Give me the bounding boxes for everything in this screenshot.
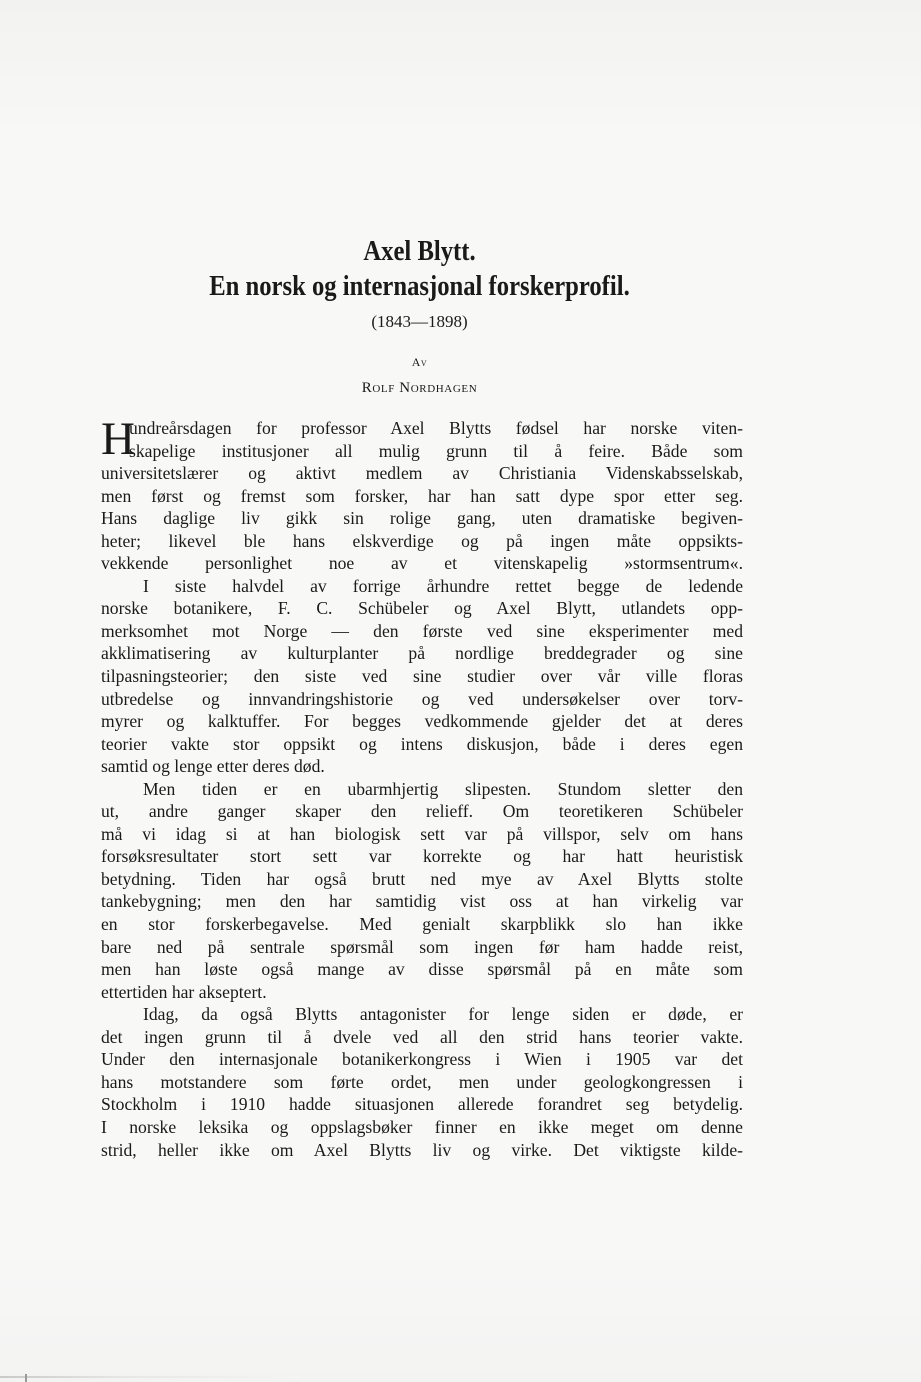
text-line: en stor forskerbegavelse. Med genialt skarpblikk slo han ikke (101, 914, 743, 935)
article-body (101, 413, 743, 1161)
text-line: men først og fremst som forsker, har han satt dype spor etter seg. (101, 485, 743, 506)
text-line: universitetslærer og aktivt medlem av Christiania Videnskabsselskab, (101, 463, 743, 484)
life-years: (1843—1898) (371, 312, 468, 331)
text-line: må vi idag si at han biologisk sett var på villspor, selv om hans (101, 823, 743, 844)
text-line: det ingen grunn til å dvele ved all den strid hans teorier vakte. (101, 1026, 743, 1047)
text-line: strid, heller ikke om Axel Blytts liv og virke. Det viktigste kilde- (101, 1139, 743, 1160)
text-line: ettertiden har akseptert. (101, 981, 267, 1002)
article-subtitle: En norsk og internasjonal forskerprofil. (209, 271, 630, 302)
text-line: Stockholm i 1910 hadde situasjonen allerede forandret seg betydelig. (101, 1094, 743, 1115)
text-line: tankebygning; men den har samtidig vist oss at han virkelig var (101, 891, 743, 912)
byline-prefix: Av (411, 355, 428, 369)
text-line: forsøksresultater stort sett var korrekte og har hatt heuristisk (101, 846, 743, 867)
text-line: Under den internasjonale botanikerkongress i Wien i 1905 var det (101, 1049, 743, 1070)
text-line: myrer og kalktuffer. For begges vedkommende gjelder det at deres (101, 711, 743, 732)
text-line: tilpasningsteorier; den siste ved sine studier over vår ville floras (101, 666, 743, 687)
text-line: men han løste også mange av disse spørsmål på en måte som (101, 959, 743, 980)
drop-cap: H (101, 413, 135, 465)
text-line: I siste halvdel av forrige århundre rettet begge de ledende (143, 575, 743, 596)
text-line: I norske leksika og oppslagsbøker finner en ikke meget om denne (101, 1116, 743, 1137)
page-edge-shadow (0, 1376, 300, 1378)
scan-margin-mark (25, 1374, 27, 1382)
text-line: heter; likevel ble hans elskverdige og på ingen måte oppsikts- (101, 530, 743, 551)
text-line: vekkende personlighet noe av et vitenskapelig »stormsentrum«. (101, 553, 743, 574)
text-line: betydning. Tiden har også brutt ned mye av Axel Blytts stolte (101, 868, 743, 889)
text-line: Men tiden er en ubarmhjertig slipesten. Stundom sletter den (143, 778, 743, 799)
text-line: norske botanikere, F. C. Schübeler og Axel Blytt, utlandets opp- (101, 598, 743, 619)
author-name: Rolf Nordhagen (361, 380, 478, 396)
paragraph (101, 575, 743, 778)
paragraph (101, 1003, 743, 1161)
text-line: ut, andre ganger skaper den relieff. Om teoretikeren Schübeler (101, 801, 743, 822)
text-line: Hans daglige liv gikk sin rolige gang, uten dramatiske begiven- (101, 508, 743, 529)
text-line: Idag, da også Blytts antagonister for lenge siden er døde, er (143, 1004, 743, 1025)
text-line: hans motstandere som førte ordet, men under geologkongressen i (101, 1071, 743, 1092)
paragraph (101, 778, 743, 1003)
text-line: samtid og lenge etter deres død. (101, 756, 325, 777)
text-line: skapelige institusjoner all mulig grunn til å feire. Både som (129, 440, 743, 461)
text-line: teorier vakte stor oppsikt og intens diskusjon, både i deres egen (101, 733, 743, 754)
text-line: merksomhet mot Norge — den første ved sine eksperimenter med (101, 620, 743, 641)
text-line: akklimatisering av kulturplanter på nordlige breddegrader og sine (101, 643, 743, 664)
text-line: bare ned på sentrale spørsmål som ingen før ham hadde reist, (101, 936, 743, 957)
paragraph (101, 413, 743, 575)
text-line: undreårsdagen for professor Axel Blytts fødsel har norske viten- (129, 418, 743, 438)
text-line: utbredelse og innvandringshistorie og ved undersøkelser over torv- (101, 688, 743, 709)
article-title: Axel Blytt. (363, 236, 476, 267)
